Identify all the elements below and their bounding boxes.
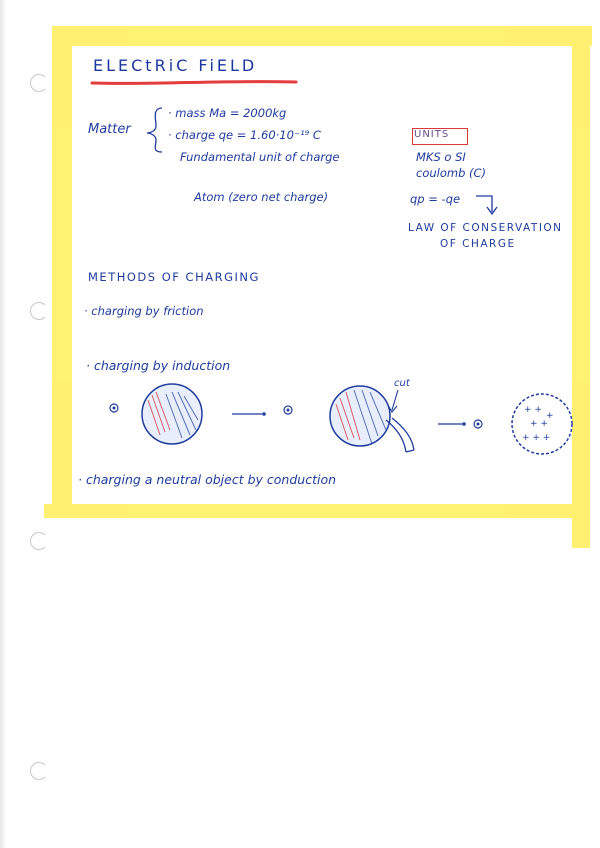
svg-text:+: +	[546, 411, 554, 421]
law-line-2: OF CHARGE	[440, 238, 516, 250]
highlighter-frame	[44, 26, 592, 548]
induction-item: · charging by induction	[86, 358, 231, 373]
small-charge-1	[110, 404, 118, 412]
conduction-item: · charging a neutral object by conduction	[78, 472, 337, 487]
sphere-2	[330, 386, 414, 452]
units-label: UNITS	[414, 129, 450, 140]
arrow-2	[438, 422, 466, 426]
small-charge-3	[474, 420, 482, 428]
svg-text:+ + +: + + +	[522, 433, 551, 443]
coulomb-text: coulomb (C)	[416, 166, 487, 180]
title-underline	[92, 82, 296, 84]
page-title: ELECtRiC FiELD	[93, 56, 258, 75]
svg-text:+ +: + +	[524, 405, 542, 415]
small-charge-2	[284, 406, 292, 414]
fundamental-unit-text: Fundamental unit of charge	[180, 150, 340, 164]
svg-text:+ +: + +	[530, 419, 548, 429]
qp-equation: qp = -qe	[410, 192, 461, 206]
charge-line: · charge qe = 1.60·10⁻¹⁹ C	[168, 128, 321, 142]
cut-label: cut	[394, 378, 410, 389]
mass-line: · mass Ma = 2000kg	[168, 106, 287, 120]
atom-text: Atom (zero net charge)	[194, 190, 329, 204]
matter-brace	[147, 108, 162, 152]
mks-si-text: MKS o SI	[416, 150, 466, 164]
law-line-1: LAW OF CONSERVATION	[408, 222, 563, 234]
methods-heading: METHODS OF CHARGING	[88, 270, 260, 284]
sphere-1	[142, 384, 202, 444]
arrow-1	[232, 412, 266, 416]
sphere-3	[512, 394, 572, 454]
friction-item: · charging by friction	[84, 304, 204, 318]
matter-label: Matter	[88, 122, 131, 137]
